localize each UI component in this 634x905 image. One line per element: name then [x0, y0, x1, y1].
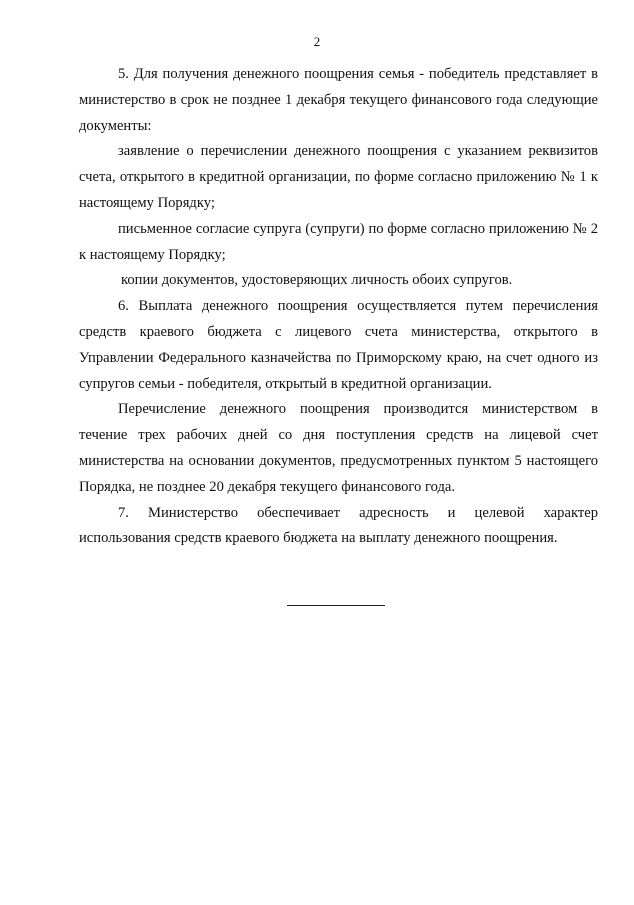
- paragraph-id-copies: копии документов, удостоверяющих личность обоих супругов.: [121, 272, 513, 289]
- end-divider-line: [287, 605, 385, 606]
- paragraph-item-5: 5. Для получения денежного поощрения семья - победитель представляет в министерство в срок не позднее 1 декабря текущего финансового года следующие документы:: [79, 66, 598, 134]
- paragraph-transfer: Перечисление денежного поощрения производится министерством в течение трех рабочих дней со дня поступления средств на лицевой счет министерства на основании документов, предусмотренных пунктом 5 настоящего Порядка, не позднее 20 декабря текущего финансового года.: [79, 401, 598, 495]
- paragraph-application: заявление о перечислении денежного поощрения с указанием реквизитов счета, открытого в кредитной организации, по форме согласно приложению № 1 к настоящему Порядку;: [79, 143, 598, 211]
- paragraph-spouse-consent: письменное согласие супруга (супруги) по форме согласно приложению № 2 к настоящему Порядку;: [79, 220, 598, 263]
- paragraph-item-6: 6. Выплата денежного поощрения осуществляется путем перечисления средств краевого бюджета с лицевого счета министерства, открытого в Управлении Федерального казначейства по Приморскому краю, на счет одного из супругов семьи - победителя, открытый в кредитной организации.: [79, 298, 598, 392]
- page-number: 2: [313, 34, 321, 49]
- document-body: [79, 62, 598, 552]
- paragraph-item-7: 7. Министерство обеспечивает адресность и целевой характер использования средств краевого бюджета на выплату денежного поощрения.: [79, 504, 598, 547]
